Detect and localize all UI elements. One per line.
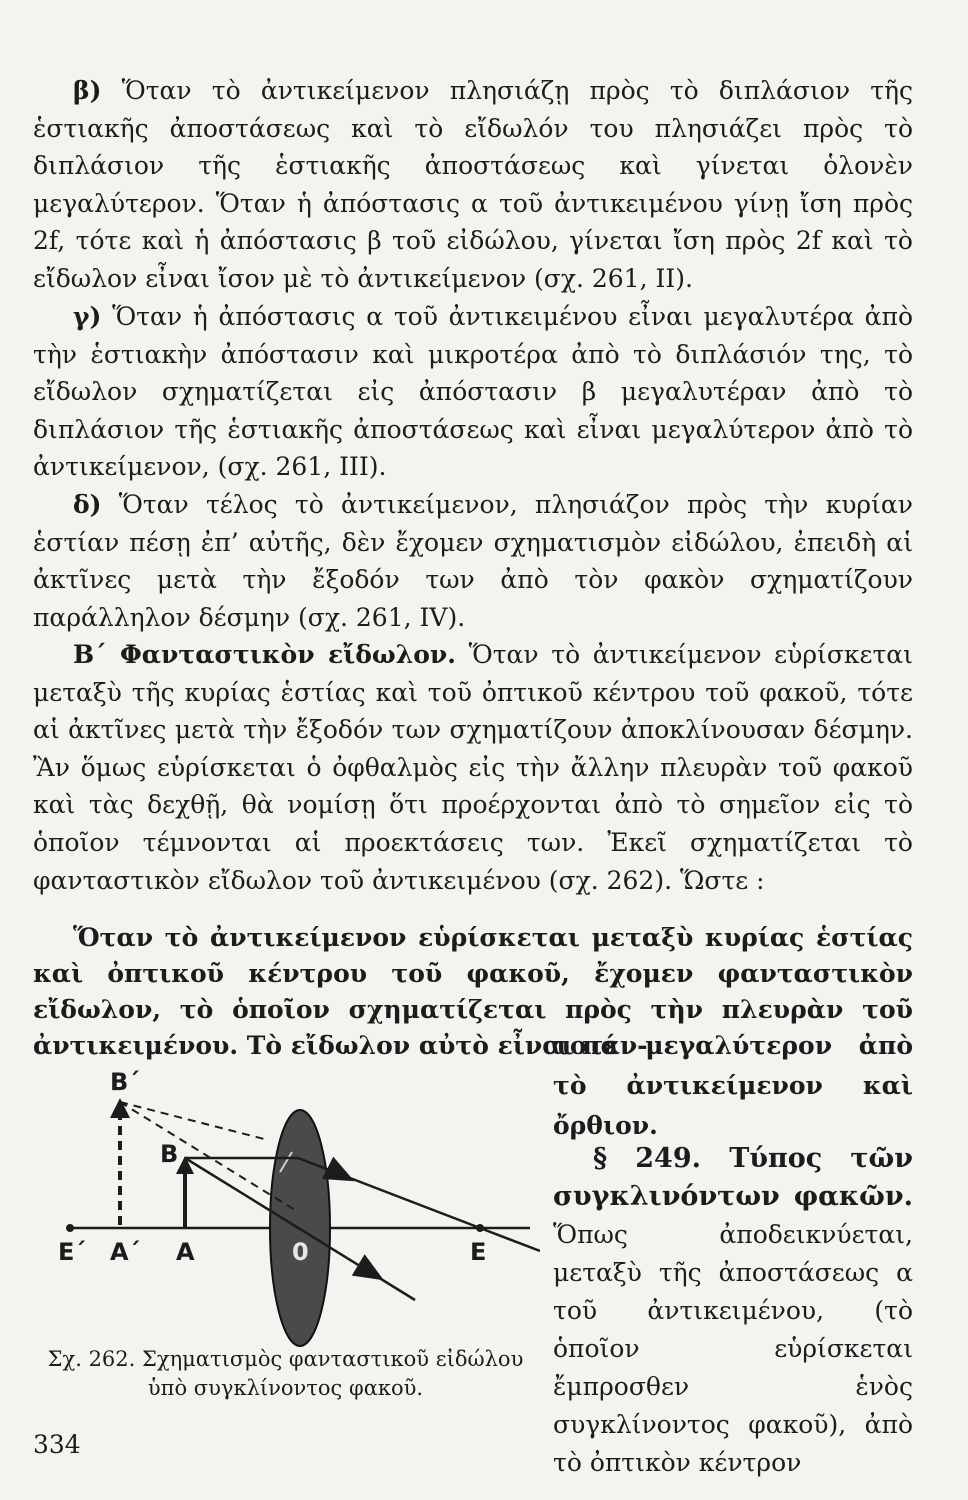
- figure-caption: [33, 1345, 538, 1403]
- label-b: Β: [160, 1140, 179, 1168]
- figure-262: [40, 1060, 540, 1350]
- page-number: 334: [33, 1430, 81, 1459]
- paragraph-gamma: [33, 298, 913, 486]
- paragraph-beta: [33, 72, 913, 298]
- label-e-prime: Ε΄: [58, 1238, 85, 1266]
- virtual-image-arrowhead: [110, 1098, 130, 1118]
- heading-virtual-image: Β΄ Φανταστικὸν εἴδωλον.: [73, 640, 456, 669]
- ray-extension-lower: [120, 1102, 295, 1210]
- label-a: Α: [176, 1238, 195, 1266]
- text-beta: Ὅταν τὸ ἀντικείμενον πλησιάζῃ πρὸς τὸ διπλάσιον τῆς ἑστιακῆς ἀποστάσεως καὶ τὸ εἴδωλόν του πλησιάζει πρὸς τὸ διπλάσιον τῆς ἑστιακῆς ἀποστάσεως καὶ γίνεται ὁλονὲν μεγαλύτερον. Ὅταν ἡ ἀπόστασις α τοῦ ἀντικειμένου γίνῃ ἴση πρὸς 2f, τότε καὶ ἡ ἀπόστασις β τοῦ εἰδώλου, γίνεται ἴση πρὸς 2f καὶ τὸ εἴδωλον εἶναι ἴσον μὲ τὸ ἀντικείμενον (σχ. 261, II).: [33, 76, 913, 293]
- focus-right-dot: [476, 1224, 484, 1232]
- paragraph-virtual-image: [33, 636, 913, 899]
- caption-line-2: ὑπὸ συγκλίνοντος φακοῦ.: [147, 1376, 424, 1400]
- section-249-heading: § 249. Τύπος τῶν συγκλινόντων φακῶν.: [553, 1143, 913, 1212]
- text-virtual-image: Ὅταν τὸ ἀντικείμενον εὑρίσκεται μεταξὺ τῆς κυρίας ἑστίας καὶ τοῦ ὀπτικοῦ κέντρου τοῦ φακοῦ, τότε αἱ ἀκτῖνες μετὰ τὴν ἔξοδόν των σχηματίζουν ἀποκλίνουσαν δέσμην. Ἂν ὅμως εὑρίσκεται ὁ ὀφθαλμὸς εἰς τὴν ἄλλην πλευρὰν τοῦ φακοῦ καὶ τὰς δεχθῇ, θὰ νομίσῃ ὅτι προέρχονται ἀπὸ τὸ σημεῖον εἰς τὸ ὁποῖον τέμνονται αἱ προεκτάσεις των. Ἐκεῖ σχηματίζεται τὸ φανταστικὸν εἴδωλον τοῦ ἀντικειμένου (σχ. 262). Ὥστε :: [33, 640, 913, 895]
- label-a-prime: Α΄: [110, 1238, 140, 1266]
- ray-arrow-2: [370, 1272, 371, 1273]
- text-delta: Ὅταν τέλος τὸ ἀντικείμενον, πλησιάζον πρὸς τὴν κυρίαν ἑστίαν πέσῃ ἐπ’ αὐτῆς, δὲν ἔχομεν σχηματισμὸν εἰδώλου, ἐπειδὴ αἱ ἀκτῖνες μετὰ τὴν ἔξοδόν των ἀπὸ τὸν φακὸν σχηματίζουν παράλληλον δέσμην (σχ. 261, IV).: [33, 490, 913, 632]
- label-e: Ε: [470, 1238, 487, 1266]
- section-249-text: Ὅπως ἀποδεικνύεται, μεταξὺ τῆς ἀποστάσεως α τοῦ ἀντικειμένου, (τὸ ὁποῖον εὑρίσκεται ἔμπροσθεν ἑνὸς συγκλίνοντος φακοῦ), ἀπὸ τὸ ὀπτικὸν κέντρον: [553, 1220, 913, 1477]
- section-249: [553, 1140, 913, 1482]
- paragraph-delta: [33, 486, 913, 636]
- ray-beyond-focus: [480, 1228, 540, 1251]
- conclusion-continued: τοτε μεγαλύτερον ἀπὸ τὸ ἀντικείμενον καὶ ὄρθιον.: [553, 1031, 913, 1140]
- virtual-image-diagram: [40, 1060, 540, 1350]
- marker-delta: δ): [73, 490, 102, 519]
- label-o: 0: [292, 1238, 309, 1266]
- caption-line-1: Σχ. 262. Σχηματισμὸς φανταστικοῦ εἰδώλου: [47, 1347, 524, 1371]
- focus-left-dot: [66, 1224, 74, 1232]
- label-b-prime: Β΄: [110, 1068, 139, 1096]
- ray-extension-upper: [120, 1102, 268, 1140]
- marker-gamma: γ): [73, 302, 102, 331]
- conclusion-statement: Ὅταν τὸ ἀντικείμενον εὑρίσκεται μεταξὺ κυρίας ἑστίας καὶ ὀπτικοῦ κέντρου τοῦ φακοῦ, ἔχομεν φανταστικὸν εἴδωλον, τὸ ὁποῖον σχηματίζεται πρὸς τὴν πλευρὰν τοῦ ἀντικειμένου. Τὸ εἴδωλον αὐτὸ εἶναι πάν-: [33, 923, 913, 1060]
- marker-beta: β): [73, 76, 102, 105]
- ray-arrow-1: [340, 1174, 341, 1175]
- text-gamma: Ὅταν ἡ ἀπόστασις α τοῦ ἀντικειμένου εἶναι μεγαλυτέρα ἀπὸ τὴν ἑστιακὴν ἀπόστασιν καὶ μικροτέρα ἀπὸ τὸ διπλάσιόν της, τὸ εἴδωλον σχηματίζεται εἰς ἀπόστασιν β μεγαλυτέραν ἀπὸ τὸ διπλάσιον τῆς ἑστιακῆς ἀποστάσεως καὶ εἶναι μεγαλύτερον ἀπὸ τὸ ἀντικείμενον, (σχ. 261, III).: [33, 302, 913, 482]
